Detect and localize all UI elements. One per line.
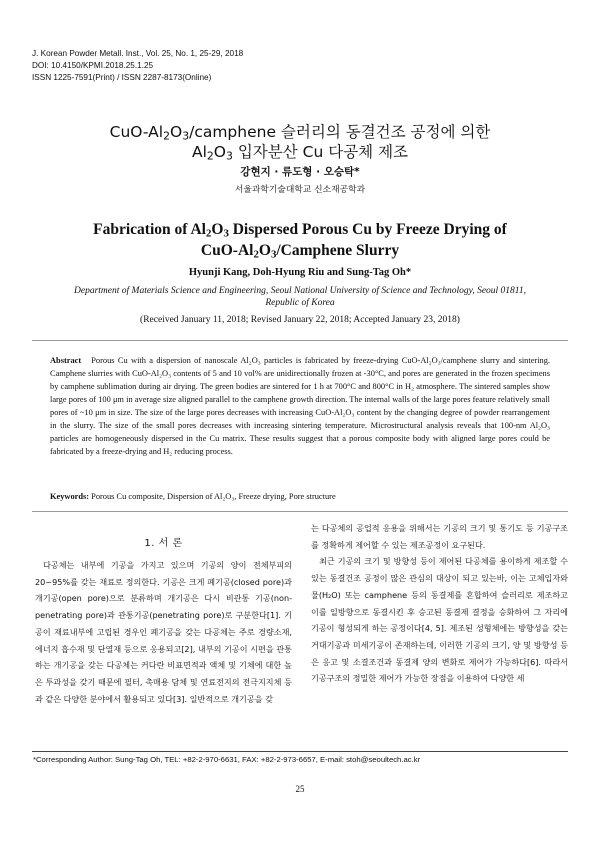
korean-authors: 강현지 · 류도형 · 오승탁* — [240, 166, 360, 178]
journal-citation: J. Korean Powder Metall. Inst., Vol. 25, No. 1, 25-29, 2018 — [32, 49, 244, 58]
abstract — [50, 354, 550, 458]
right-column — [311, 520, 568, 687]
corresponding-author-footnote: *Corresponding Author: Sung-Tag Oh, TEL: +82-2-970-6631, FAX: +82-2-973-6657, E-mail: stoh@seoultech.ac.kr — [33, 755, 421, 764]
korean-affiliation: 서울과학기술대학교 신소재공학과 — [234, 185, 366, 195]
page-number: 25 — [295, 784, 305, 794]
paragraph: 다공체는 내부에 기공을 가지고 있으며 기공의 양이 전체부피의 20~95%를 갖는 재료로 정의한다. 기공은 크게 폐기공(closed pore)과 개기공(open pore)으로 분류하며 개기공은 다시 비관통 기공(non-penetrating pore)과 관통기공(penetrating pore)로 구분한다[1]. 기공이 재료내부에 고립된 경우인 폐기공을 갖는 다공체는 주로 경량소재, 에너지 흡수재 및 단열재 등으로 응용되고[2], 내부의 기공이 시편을 관통하는 개기공을 갖는 다공체는 커다란 비표면적과 액체 및 기체에 대한 높은 투과성을 갖기 때문에 필터, 촉매용 담체 및 연료전지의 전극지지체 등과 같은 다양한 분야에서 활용되고 있다[3]. 일반적으로 개기공을 갖 — [35, 560, 292, 704]
english-authors: Hyunji Kang, Doh-Hyung Riu and Sung-Tag Oh* — [188, 267, 412, 278]
footnote-rule — [32, 751, 568, 752]
issn: ISSN 1225-7591(Print) / ISSN 2287-8173(Online) — [32, 73, 212, 82]
section-heading-introduction: 1. 서 론 — [144, 538, 183, 549]
abstract-label: Abstract — [50, 356, 82, 365]
abstract-bottom-rule — [32, 511, 568, 512]
english-title: Fabrication of $Al_2O_3$ Dispersed Porous Cu by Freeze Drying of CuO-$Al_2O_3$/Camphene Slurry — [93, 221, 507, 261]
doi: DOI: 10.4150/KPMI.2018.25.1.25 — [32, 61, 154, 70]
korean-title: CuO-$Al_2O_3$/camphene 슬러리의 동결건조 공정에 의한 $Al_2O_3$ 입자분산 Cu 다공체 제조 — [109, 123, 491, 163]
paragraph: 는 다공체의 공업적 응용을 위해서는 기공의 크기 및 통기도 등 기공구조를 정확하게 제어할 수 있는 제조공정이 요구된다. — [311, 523, 568, 550]
received-dates: (Received January 11, 2018; Revised January 22, 2018; Accepted January 23, 2018) — [140, 315, 460, 325]
journal-info — [32, 48, 243, 84]
abstract-top-rule — [32, 340, 568, 341]
keywords-label: Keywords: — [50, 492, 90, 501]
english-affiliation: Department of Materials Science and Engineering, Seoul National University of Science and Technology, Seoul 01811, Republic of Korea — [74, 286, 526, 308]
keywords — [50, 490, 550, 503]
keywords-text: Porous Cu composite, Dispersion of Al₂O₃, Freeze drying, Pore structure — [91, 492, 336, 501]
abstract-text: Porous Cu with a dispersion of nanoscale Al₂O₃ particles is fabricated by freeze-drying CuO-Al₂O₃/camphene slurry and sintering. Camphene slurries with CuO-Al₂O₃ contents of 5 and 10 vol% are unidirectionally frozen at -30°C, and pores are generated in the frozen specimens by camphene sublimation during air drying. The green bodies are sintered for 1 h at 700°C and 800°C in H₂ atmosphere. The sintered samples show large pores of 100 μm in average size aligned parallel to the camphene growth direction. The internal walls of the large pores feature relatively small pores of ~10 μm in size. The size of the large pores decreases with increasing CuO-Al₂O₃ content by the changing degree of powder rearrangement in the slurry. The size of the small pores decreases with increasing sintering temperature. Microstructural analysis reveals that 100-nm Al₂O₃ particles are homogeneously dispersed in the Cu matrix. These results suggest that a porous composite body with aligned large pores could be fabricated by a freeze-drying and H₂ reducing process. — [50, 356, 550, 457]
left-column — [35, 557, 292, 707]
paragraph: 최근 기공의 크기 및 방향성 등이 제어된 다공체를 용이하게 제조할 수 있는 동결건조 공정이 많은 관심의 대상이 되고 있는바, 이는 고체입자와 물(H₂O) 또는 camphene 등의 동결제를 혼합하여 슬러리로 제조하고 이를 일방향으로 동결시킨 후 승고된 동결제 결정을 승화하여 그 자리에 기공이 형성되게 하는 공정이다[4, 5]. 제조된 성형체에는 방향성을 갖는 거대기공과 미세기공이 존재하는데, 이러한 기공의 크기, 양 및 방향성 등은 응고 및 소결조건과 동결제 양의 변화로 제어가 가능하다[6]. 따라서 기공구조의 정밀한 제어가 가능한 장점을 이용하여 다양한 세 — [311, 556, 568, 684]
